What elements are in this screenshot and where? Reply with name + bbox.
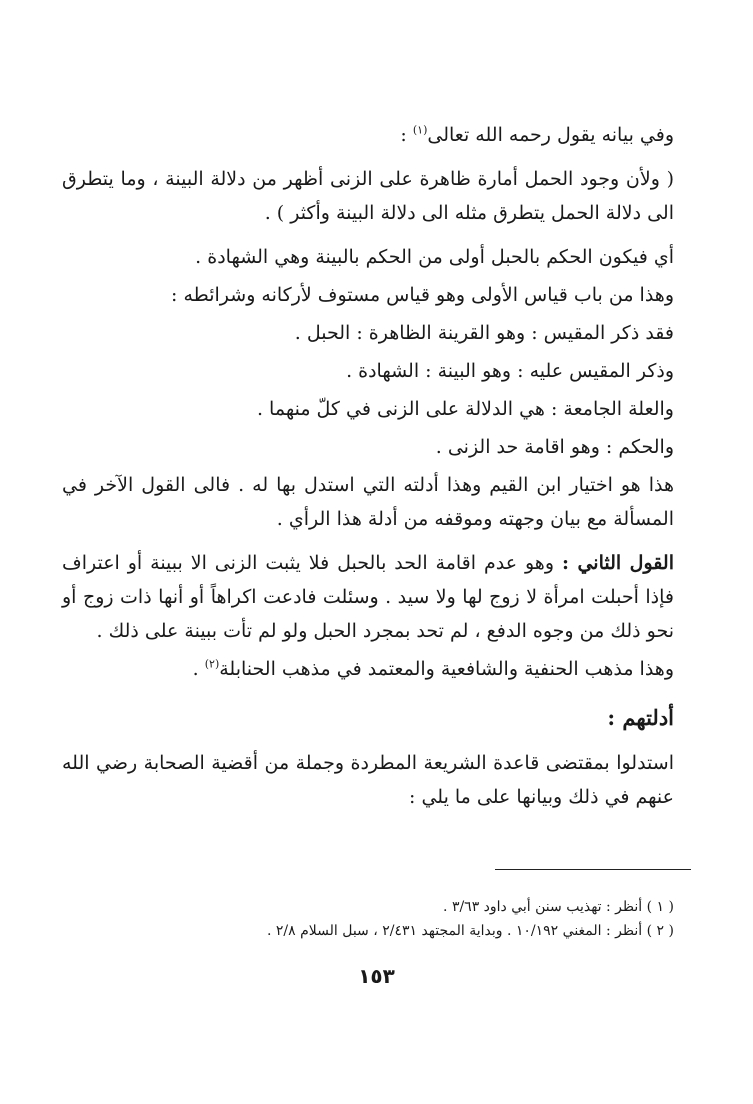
footnote-ref-1[interactable]: (١) xyxy=(412,123,428,137)
second-opinion-label: القول الثاني : xyxy=(561,552,674,574)
footnote-divider xyxy=(495,869,691,870)
choice-paragraph: هذا هو اختيار ابن القيم وهذا أدلته التي استدل بها له . فالى القول الآخر في المسألة مع بيان وجهته وموقفه من أدلة هذا الرأي . xyxy=(62,474,674,530)
footnote-1-text: أنظر : تهذيب سنن أبي داود ٣/٦٣ . xyxy=(443,899,643,915)
footnote-2-text: أنظر : المغني ١٠/١٩٢ . وبداية المجتهد ٢/٤٣١ ، سبل السلام ٢/٨ . xyxy=(266,923,643,939)
quote-paragraph: ( ولأن وجود الحمل أمارة ظاهرة على الزنى أظهر من دلالة البينة ، وما يتطرق الى دلالة الحمل يتطرق مثله الى دلالة البينة وأكثر ) . xyxy=(62,168,674,224)
illa-paragraph: والعلة الجامعة : هي الدلالة على الزنى في كلّ منهما . xyxy=(256,398,674,420)
footnote-1 xyxy=(62,895,674,919)
madhhab-period: . xyxy=(192,658,199,680)
maqis-paragraph: فقد ذكر المقيس : وهو القرينة الظاهرة : الحبل . xyxy=(294,322,674,344)
intro-text: وفي بيانه يقول رحمه الله تعالى xyxy=(427,124,674,146)
footnote-2 xyxy=(62,919,674,943)
hukm-paragraph: والحكم : وهو اقامة حد الزنى . xyxy=(435,436,674,458)
madhhab-paragraph xyxy=(62,652,674,686)
second-opinion-text: وهو عدم اقامة الحد بالحبل فلا يثبت الزنى الا ببينة أو اعتراف فإذا أحبلت امرأة لا زوج لها ولا سيد . وسئلت فادعت اكراهاً أو أنها ذات زوج أو نحو ذلك من وجوه الدفع ، لم تحد بمجرد الحبل ولو لم تأت ببينة على ذلك . xyxy=(62,552,674,642)
page-number: ١٥٣ xyxy=(358,964,395,988)
intro-colon: : xyxy=(400,124,407,146)
footnote-ref-2[interactable]: (٢) xyxy=(204,657,220,671)
maqis-alayh-paragraph: وذكر المقيس عليه : وهو البينة : الشهادة . xyxy=(346,360,674,382)
second-opinion-paragraph xyxy=(62,546,674,648)
page-body xyxy=(62,118,674,814)
footnotes xyxy=(62,895,674,943)
footnote-1-number: ( ١ ) xyxy=(646,899,674,915)
analogy-paragraph: وهذا من باب قياس الأولى وهو قياس مستوف لأركانه وشرائطه : xyxy=(171,284,674,306)
section-heading: أدلتهم : xyxy=(607,705,674,730)
madhhab-text: وهذا مذهب الحنفية والشافعية والمعتمد في مذهب الحنابلة xyxy=(219,658,674,680)
evidence-paragraph: استدلوا بمقتضى قاعدة الشريعة المطردة وجملة من أقضية الصحابة رضي الله عنهم في ذلك وبيانها على ما يلي : xyxy=(62,752,674,808)
explain-paragraph: أي فيكون الحكم بالحبل أولى من الحكم بالبينة وهي الشهادة . xyxy=(195,246,674,268)
intro-line xyxy=(62,118,674,152)
footnote-2-number: ( ٢ ) xyxy=(646,923,674,939)
